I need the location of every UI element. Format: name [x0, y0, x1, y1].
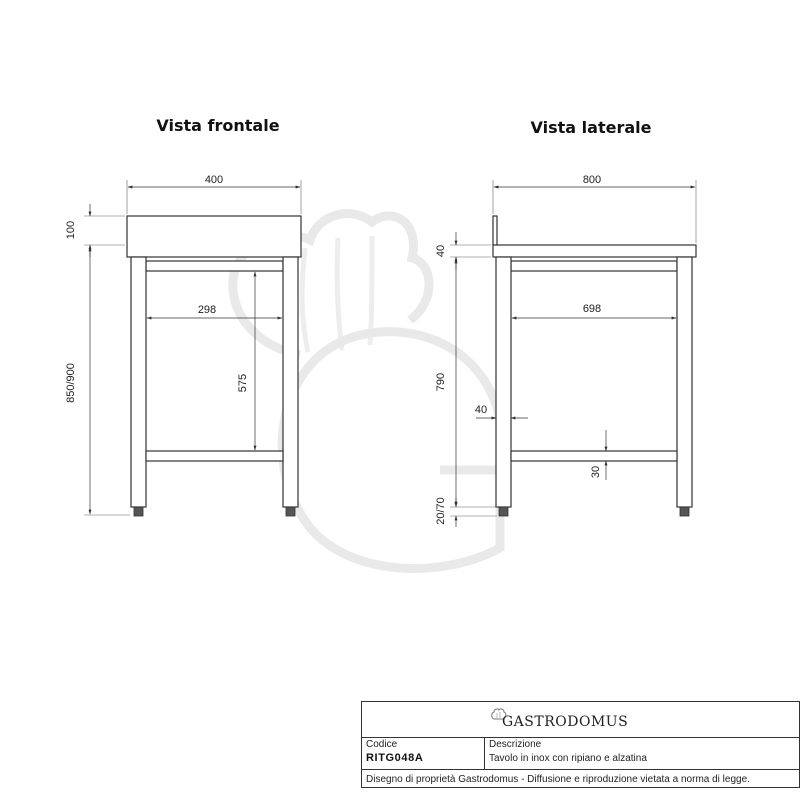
- description-value: Tavolo in inox con ripiano e alzatina: [489, 753, 647, 764]
- dim-side-depth: 800: [582, 174, 602, 186]
- front-leg-right: [283, 257, 298, 507]
- front-undershelf: [146, 451, 283, 461]
- code-cell: [362, 738, 485, 769]
- front-worktop: [127, 216, 301, 257]
- front-leg-left: [131, 257, 146, 507]
- description-cell: [485, 738, 799, 769]
- dim-side-foot-adjust: 20/70: [435, 497, 447, 525]
- dim-front-inner-width: 298: [197, 304, 217, 316]
- front-view-table: [127, 216, 301, 516]
- side-foot-left: [499, 507, 508, 516]
- side-view-title: Vista laterale: [530, 118, 652, 137]
- front-foot-right: [286, 507, 295, 516]
- dim-side-leg-height: 790: [435, 372, 447, 392]
- code-label: Codice: [366, 739, 398, 750]
- brand-name: GASTRODOMUS: [502, 714, 629, 730]
- title-block: [361, 701, 800, 788]
- dim-side-backsplash: 40: [435, 244, 447, 258]
- dim-front-top-height: 100: [65, 220, 77, 240]
- side-foot-right: [680, 507, 689, 516]
- side-top-rail: [511, 261, 677, 271]
- title-block-row: [362, 738, 799, 770]
- side-worktop: [493, 245, 696, 257]
- dim-front-width: 400: [204, 174, 224, 186]
- copyright-note: Disegno di proprietà Gastrodomus - Diffusione e riproduzione vietata a norma di legge.: [366, 774, 750, 785]
- dim-front-shelf-distance: 575: [237, 373, 249, 393]
- dim-front-height: 850/900: [65, 363, 77, 403]
- side-backsplash: [493, 216, 497, 245]
- front-foot-left: [134, 507, 143, 516]
- side-leg-left: [496, 257, 511, 507]
- dim-side-inner-depth: 698: [582, 303, 602, 315]
- dim-side-leg-width: 40: [474, 404, 488, 416]
- dim-side-shelf-thickness: 30: [590, 465, 602, 479]
- description-label: Descrizione: [489, 739, 542, 750]
- title-block-logo: [362, 702, 799, 738]
- code-value: RITG048A: [366, 752, 424, 764]
- front-view-title: Vista frontale: [156, 116, 280, 135]
- side-leg-right: [677, 257, 692, 507]
- side-undershelf: [511, 451, 677, 461]
- front-top-rail: [146, 261, 283, 271]
